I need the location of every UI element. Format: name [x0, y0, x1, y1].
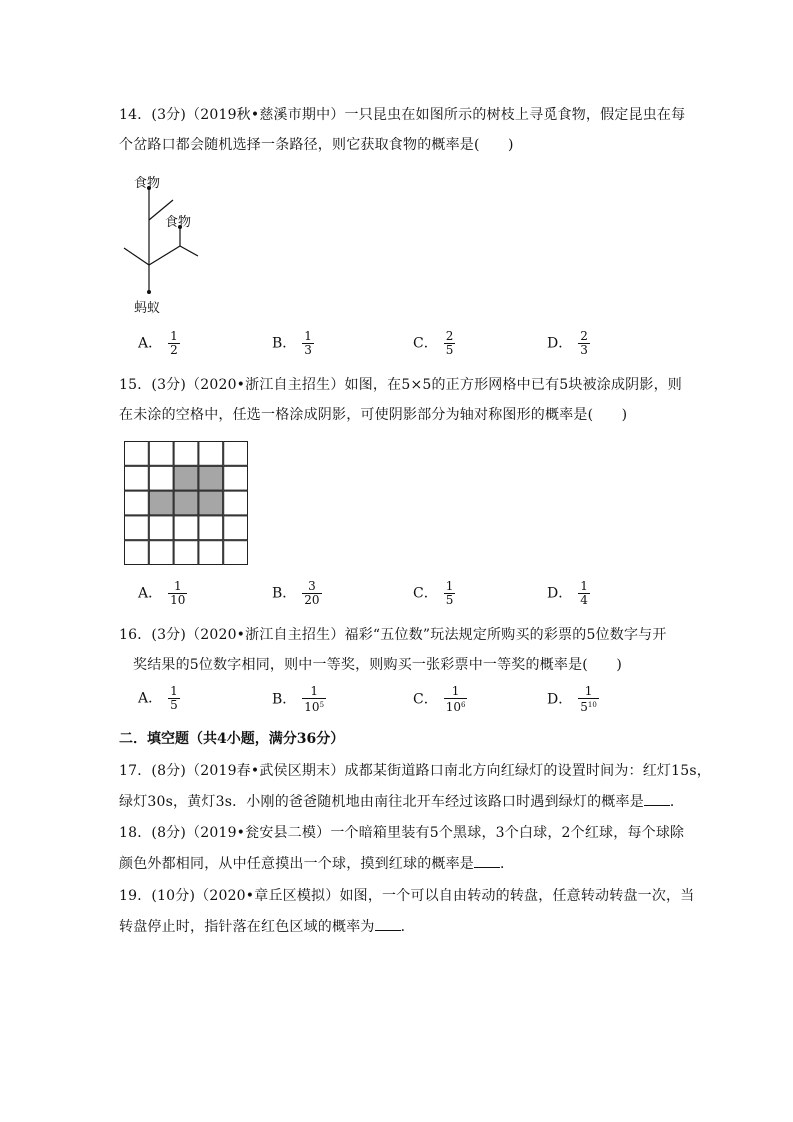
- q19-line-1: 19．(10分)（2020•章丘区模拟）如图，一个可以自由转动的转盘，任意转动转盘一次，当: [119, 888, 695, 904]
- grid-cell: [125, 466, 149, 490]
- grid-cell-shaded: [149, 491, 173, 515]
- grid-cell: [224, 541, 248, 565]
- q14-food-top-label: 食物: [134, 176, 161, 191]
- grid-cell: [199, 541, 223, 565]
- q14-option-b[interactable]: B． $\frac{1}{3}$: [272, 329, 312, 357]
- section-heading-fill-in: 二．填空题（共4小题，满分36分）: [119, 731, 345, 747]
- q15-grid-figure: [124, 441, 248, 565]
- grid-cell-shaded: [174, 491, 198, 515]
- q19-line-2: 转盘停止时，指针落在红色区域的概率为 ．: [119, 919, 415, 935]
- grid-cell: [224, 516, 248, 540]
- q19-answer-blank[interactable]: [375, 918, 401, 931]
- grid-cell: [199, 516, 223, 540]
- q17-line-2: 绿灯30s，黄灯3s．小刚的爸爸随机地由南往北开车经过该路口时遇到绿灯的概率是 ．: [119, 794, 685, 810]
- q16-line-2: 奖结果的5位数字相同，则中一等奖，则购买一张彩票中一等奖的概率是( ): [133, 657, 623, 673]
- grid-cell: [125, 442, 149, 466]
- grid-cell: [224, 466, 248, 490]
- q17-line-1: 17．(8分)（2019春•武侯区期末）成都某街道路口南北方向红绿灯的设置时间为：红灯15s，: [119, 763, 711, 779]
- q15-line-2: 在未涂的空格中，任选一格涂成阴影，可使阴影部分为轴对称图形的概率是( ): [119, 407, 628, 423]
- q15-option-b[interactable]: B． $\frac{3}{20}$: [272, 579, 320, 607]
- grid-cell: [174, 442, 198, 466]
- q15-option-a[interactable]: A． $\frac{1}{10}$: [138, 579, 186, 607]
- grid-cell: [224, 442, 248, 466]
- q15-line-1: 15．(3分)（2020•浙江自主招生）如图，在5×5的正方形网格中已有5块被涂成阴影，则: [119, 377, 682, 393]
- grid-cell-shaded: [174, 466, 198, 490]
- q14-branch-figure: [118, 168, 218, 318]
- q15-option-c[interactable]: C． $\frac{1}{5}$: [413, 579, 454, 607]
- q18-answer-blank[interactable]: [474, 855, 500, 868]
- q15-option-d[interactable]: D． $\frac{1}{4}$: [547, 579, 588, 607]
- q14-line-1: 14．(3分)（2019秋•慈溪市期中）一只昆虫在如图所示的树枝上寻觅食物，假定昆虫在每: [119, 107, 686, 123]
- grid-cell: [125, 491, 149, 515]
- q16-option-d[interactable]: D． $\frac{1}{5^{10}}$: [547, 684, 597, 714]
- grid-cell-shaded: [199, 466, 223, 490]
- q17-answer-blank[interactable]: [644, 793, 670, 806]
- q14-option-c[interactable]: C． $\frac{2}{5}$: [413, 329, 454, 357]
- grid-cell: [149, 541, 173, 565]
- grid-cell: [174, 541, 198, 565]
- grid-cell: [149, 442, 173, 466]
- grid-cell: [149, 516, 173, 540]
- q18-line-2: 颜色外都相同，从中任意摸出一个球，摸到红球的概率是 ．: [119, 856, 515, 872]
- q16-line-1: 16．(3分)（2020•浙江自主招生）福彩“五位数”玩法规定所购买的彩票的5位数字与开: [119, 627, 667, 643]
- q14-ant-label: 蚂蚁: [134, 301, 161, 316]
- grid-cell: [149, 466, 173, 490]
- grid-cell: [199, 442, 223, 466]
- q18-line-1: 18．(8分)（2019•瓮安县二模）一个暗箱里装有5个黑球，3个白球，2个红球，每个球除: [119, 825, 685, 841]
- q16-option-a[interactable]: A． $\frac{1}{5}$: [138, 684, 178, 712]
- grid-cell: [174, 516, 198, 540]
- q14-line-2: 个岔路口都会随机选择一条路径，则它获取食物的概率是( ): [119, 137, 514, 153]
- grid-cell: [125, 541, 149, 565]
- grid-cell-shaded: [199, 491, 223, 515]
- q14-option-d[interactable]: D． $\frac{2}{3}$: [547, 329, 588, 357]
- grid-cell: [224, 491, 248, 515]
- q14-option-a[interactable]: A． $\frac{1}{2}$: [138, 329, 178, 357]
- q16-option-b[interactable]: B． $\frac{1}{10^5}$: [272, 684, 325, 714]
- q16-option-c[interactable]: C． $\frac{1}{10^6}$: [413, 684, 466, 714]
- q14-food-mid-label: 食物: [165, 215, 192, 230]
- grid-cell: [125, 516, 149, 540]
